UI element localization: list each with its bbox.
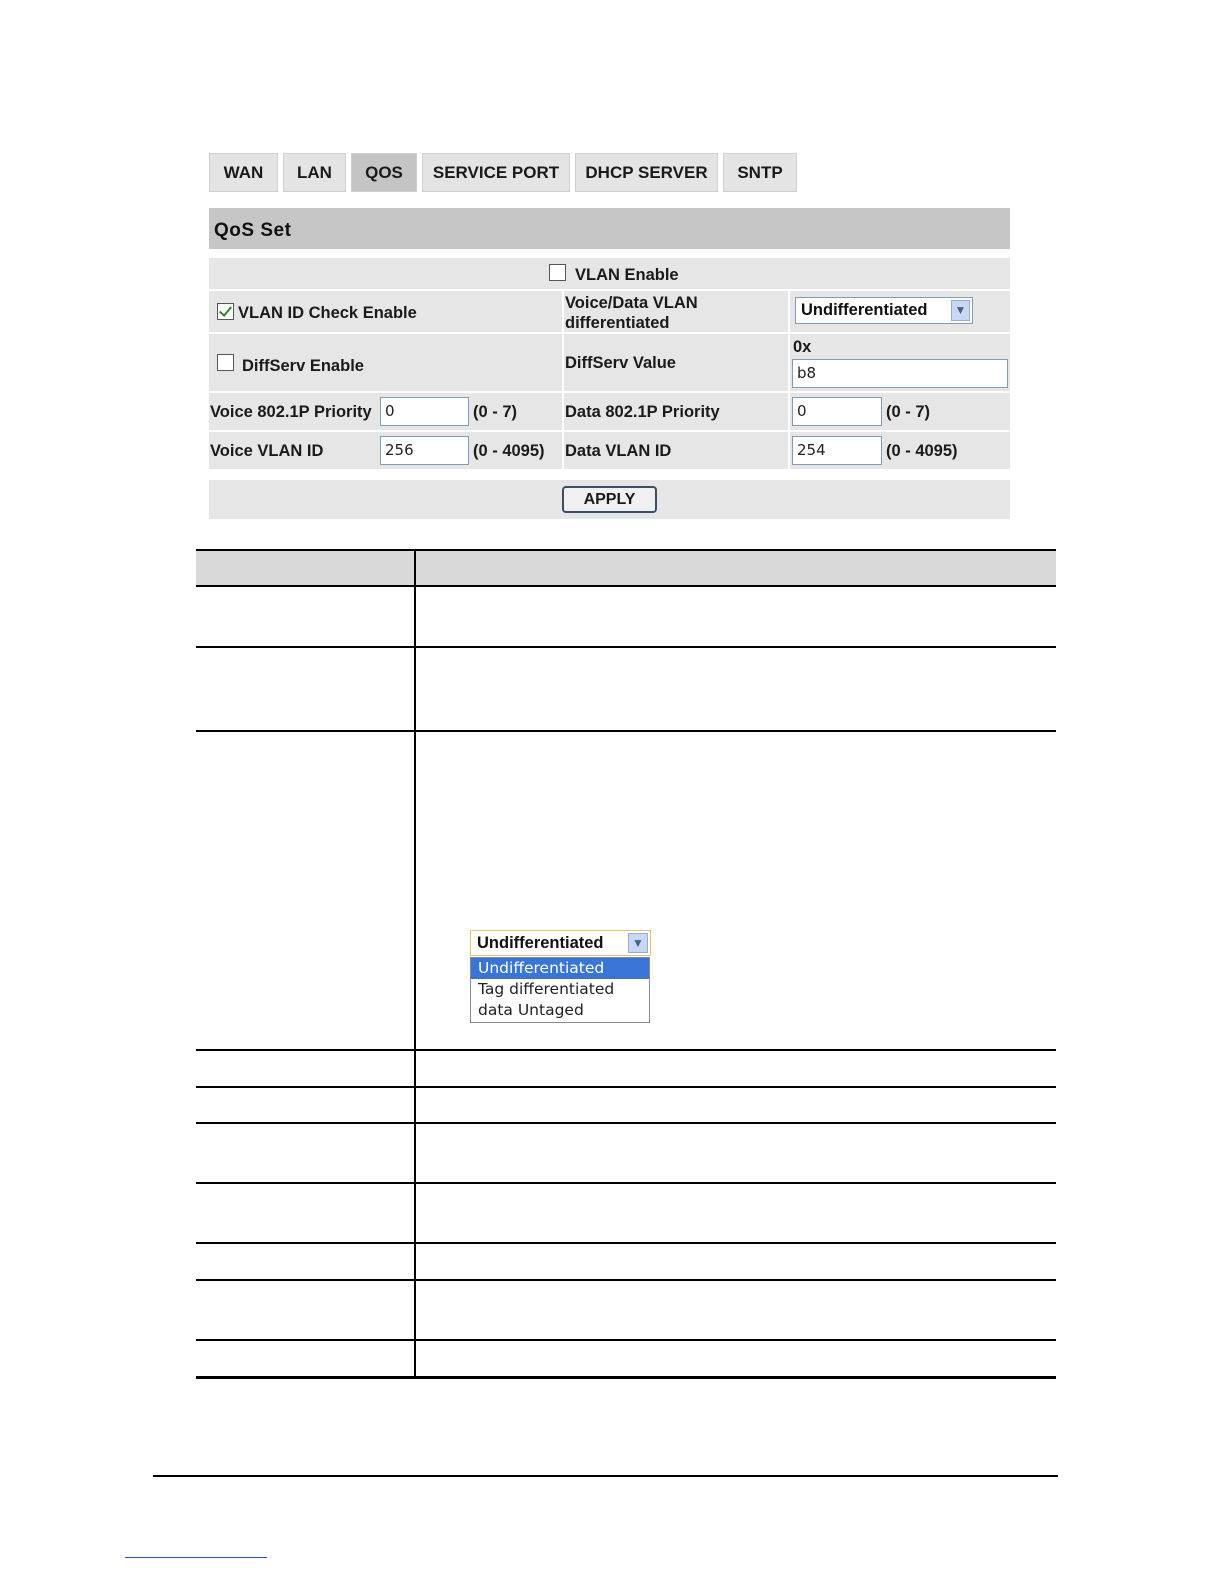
data-vlan-label: Data VLAN ID (565, 442, 672, 460)
table-row-divider (196, 1242, 1056, 1244)
example-dropdown[interactable] (470, 930, 651, 956)
table-row-divider (196, 1182, 1056, 1184)
vlan-id-check-checkbox[interactable] (217, 303, 234, 320)
dropdown-option[interactable]: Undifferentiated (471, 958, 649, 979)
chevron-down-icon[interactable]: ▼ (628, 933, 648, 953)
tab-qos[interactable]: QOS (351, 153, 417, 192)
priority-row (209, 391, 1010, 430)
table-bottom-border (196, 1376, 1056, 1379)
example-dropdown-options (470, 957, 650, 1023)
tab-service-port[interactable]: SERVICE PORT (422, 153, 570, 192)
data-priority-input[interactable]: 0 (792, 397, 882, 426)
diffserv-enable-checkbox[interactable] (217, 354, 234, 371)
vlan-enable-checkbox[interactable] (549, 264, 566, 281)
table-row-divider (196, 646, 1056, 648)
table-column-divider (414, 549, 416, 1379)
vlan-enable-row (209, 256, 1010, 289)
table-row-divider (196, 730, 1056, 732)
data-vlan-range: (0 - 4095) (886, 442, 958, 460)
example-dropdown-value: Undifferentiated (477, 934, 604, 952)
data-vlan-input[interactable]: 254 (792, 436, 882, 465)
description-table-header (196, 549, 1056, 587)
voice-vlan-label: Voice VLAN ID (210, 442, 324, 460)
dropdown-option[interactable]: data Untaged (478, 1001, 584, 1019)
vlan-id-check-row (209, 289, 1010, 332)
diffserv-value-label: DiffServ Value (565, 354, 676, 372)
diffserv-value-input[interactable]: b8 (792, 359, 1008, 388)
voice-priority-label: Voice 802.1P Priority (210, 403, 372, 421)
voice-priority-range: (0 - 7) (473, 403, 518, 421)
tab-lan[interactable]: LAN (283, 153, 346, 192)
apply-button[interactable]: APPLY (562, 486, 657, 513)
voice-data-vlan-value: Undifferentiated (801, 301, 928, 319)
apply-row (209, 480, 1010, 519)
voice-data-vlan-select[interactable] (795, 297, 973, 324)
diffserv-prefix: 0x (793, 338, 812, 356)
diffserv-row (209, 332, 1010, 391)
footer-rule (153, 1475, 1058, 1477)
table-row-divider (196, 1122, 1056, 1124)
table-row-divider (196, 1049, 1056, 1051)
table-row-divider (196, 1086, 1056, 1088)
vlan-enable-label: VLAN Enable (575, 266, 679, 284)
voice-priority-input[interactable]: 0 (380, 397, 469, 426)
data-priority-range: (0 - 7) (886, 403, 931, 421)
voice-vlan-input[interactable]: 256 (380, 436, 469, 465)
table-row-divider (196, 1279, 1056, 1281)
panel-title: QoS Set (209, 208, 1010, 249)
tab-wan[interactable]: WAN (209, 153, 278, 192)
voice-vlan-range: (0 - 4095) (473, 442, 545, 460)
table-row-divider (196, 1339, 1056, 1341)
chevron-down-icon[interactable]: ▼ (951, 300, 970, 321)
dropdown-option[interactable]: Tag differentiated (478, 980, 615, 998)
diffserv-enable-label: DiffServ Enable (242, 357, 364, 375)
footer-link-underline (125, 1557, 267, 1558)
vlan-id-check-label: VLAN ID Check Enable (238, 304, 417, 322)
vlan-id-row (209, 430, 1010, 469)
tab-dhcp-server[interactable]: DHCP SERVER (575, 153, 718, 192)
data-priority-label: Data 802.1P Priority (565, 403, 720, 421)
tab-sntp[interactable]: SNTP (723, 153, 797, 192)
voice-data-vlan-label: Voice/Data VLAN differentiated (565, 294, 698, 332)
